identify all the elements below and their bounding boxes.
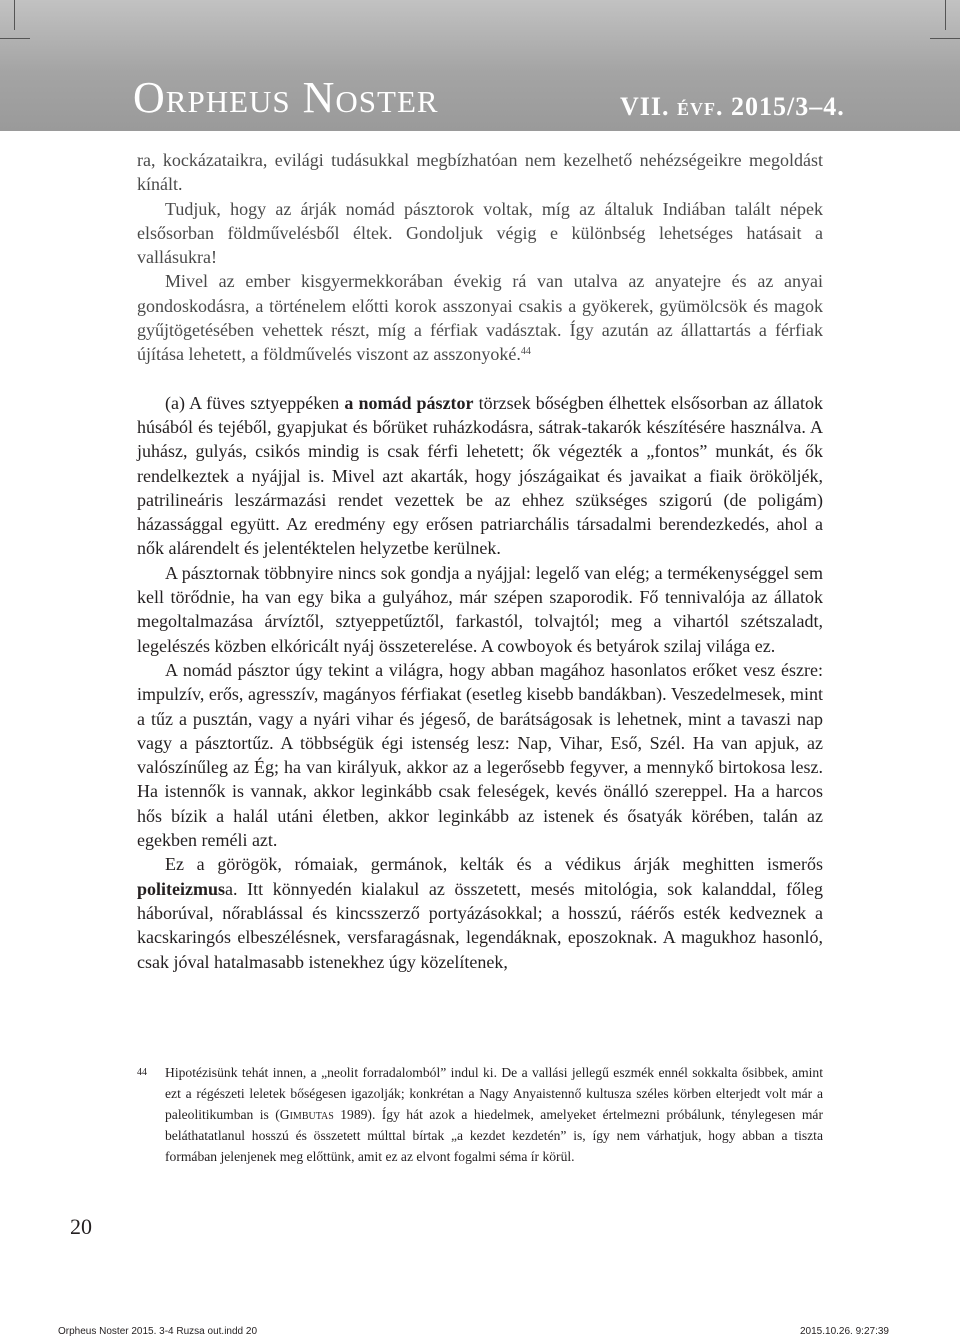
body-text: [137, 148, 823, 974]
paragraph: Tudjuk, hogy az árják nomád pásztorok voltak, míg az általuk Indiában talált népek elsősorban földművelésből éltek. Gondoljuk végig e különbség lehetséges hatásait a vallásukra!: [137, 198, 823, 268]
citation-author: Gimbutas: [279, 1107, 334, 1122]
crop-mark: [14, 0, 15, 30]
journal-title: Orpheus Noster: [133, 73, 439, 122]
crop-mark: [930, 38, 960, 39]
footnote: [137, 1062, 823, 1167]
paragraph: [137, 269, 823, 366]
key-term: politeizmus: [137, 878, 225, 899]
footnote-number: 44: [137, 1067, 147, 1078]
crop-mark: [945, 0, 946, 30]
paragraph-text: Mivel az ember kisgyermekkorában évekig rá van utalva az anyatejre és az anyai gondoskodásra, a történelem előtti korok asszonyai csakis a gyökerek, gyümölcsök és magok gyűjtögetésében vehettek részt, míg a férfiak vadásztak. Így azután az állattartás a férfiak újítása lehetett, a földművelés viszont az asszonyoké.: [137, 271, 823, 365]
issue-label: VII. évf. 2015/3–4.: [620, 92, 845, 121]
footnote-ref: 44: [520, 346, 531, 358]
page-number: 20: [70, 1214, 92, 1239]
paragraph: A pásztornak többnyire nincs sok gondja a nyájjal: legelő van elég; a termékenységgel sem kell törődnie, ha van egy bika a gulyához, már szépen szaporodik. Fő tennivalója az állatok megoltalmazása árvíztől, sztyeppetűztől, farkastól, tolvajtól; meg a vihartól szétszaladt, legelészés közben elkóricált nyáj összeterelése. A cowboyok és betyárok szilaj világa ez.: [137, 562, 823, 656]
key-term: a nomád pásztor: [344, 392, 474, 413]
slug-right: 2015.10.26. 9:27:39: [800, 1326, 889, 1337]
paragraph: ra, kockázataikra, evilági tudásukkal megbízhatóan nem kezelhető nehézségeikre megoldást kínált.: [137, 150, 823, 195]
paragraph: Ez a görögök, rómaiak, germánok, kelták és a védikus árják meghitten ismerős politeizmusa. Itt könnyedén kialakul az összetett, mesés mitológia, sok kalanddal, főleg háborúval, nőrablással és kincsszerző portyázásokkal; a hosszú, ráérős esték kedveznek a kacskaringós elbeszélésnek, versfaragásnak, legendáknak, eposzoknak. A magukhoz hasonló, csak jóval hatalmasabb istenekhez úgy közelítenek,: [137, 854, 823, 972]
slug-left: Orpheus Noster 2015. 3-4 Ruzsa out.indd 20: [58, 1326, 258, 1337]
crop-mark: [0, 38, 30, 39]
paragraph: A nomád pásztor úgy tekint a világra, hogy abban magához hasonlatos erőket vesz észre: impulzív, erős, agresszív, magányos férfiakat (esetleg kisebb bandákban). Veszedelmesek, mint a tűz a pusztán, vagy a nyári vihar és jégeső, de barátságosak is lehetnek, mint a tavaszi nap vagy a pásztortűz. A többségük égi istenség lesz: Nap, Vihar, Eső, Szél. Ha van apjuk, az valószínűleg az Ég; ha van királyuk, akkor az a legerősebb fegyver, a mennykő birtokosa lesz. Ha istennők is vannak, akkor leginkább csak feleségek, kevés önálló szereppel. Ha a harcos hős bízik a halál utáni életben, akkor leginkább az istenek és ősatyák körében, talán az egekben reméli azt.: [137, 659, 823, 851]
section-label: (a): [165, 392, 185, 413]
footnote-text: Hipotézisünk tehát innen, a „neolit forradalomból” indul ki. De a vallási jellegű eszmék ennél sokkalta ősibbek, amint ezt a régészeti leletek bőségesen igazolják; konkrétan a Nagy Anyaistennő kultusza széles körben elterjedt volt már a paleolitikumban is (Gimbutas 1989). Így hát azok a hiedelmek, amelyeket értelmezni próbálunk, ténylegesen már beláthatatlanul hosszú és összetett múlttal bírtak „a kezdet kezdetén” is, így nem várhatjuk, hogy abban a tiszta formában jelenjenek meg előttünk, amit ez az elvont fogalmi séma ír körül.: [165, 1065, 823, 1164]
section-a-paragraph: (a) A füves sztyeppéken a nomád pásztor törzsek bőségben élhettek elsősorban az állatok húsából és tejéből, gyapjukat és bőrüket ruházkodásra, sátrak-takarók készítésére használva. A juhász, gulyás, csikós mindig is csak férfi lehetett; ők végezték a „fontos” munkát, és ők rendelkeztek a nyájjal is. Mivel azt akarták, hogy jószágaikat és javaikat a fiaik örököljék, patrilineáris leszármazási rendet vezettek be az ehhez szükséges szigorú (de poligám) házassággal együtt. Az eredmény egy erősen patriarchális társadalmi berendezkedés, ahol a nők alárendelt és jelentéktelen helyzetbe kerülnek.: [137, 392, 823, 559]
